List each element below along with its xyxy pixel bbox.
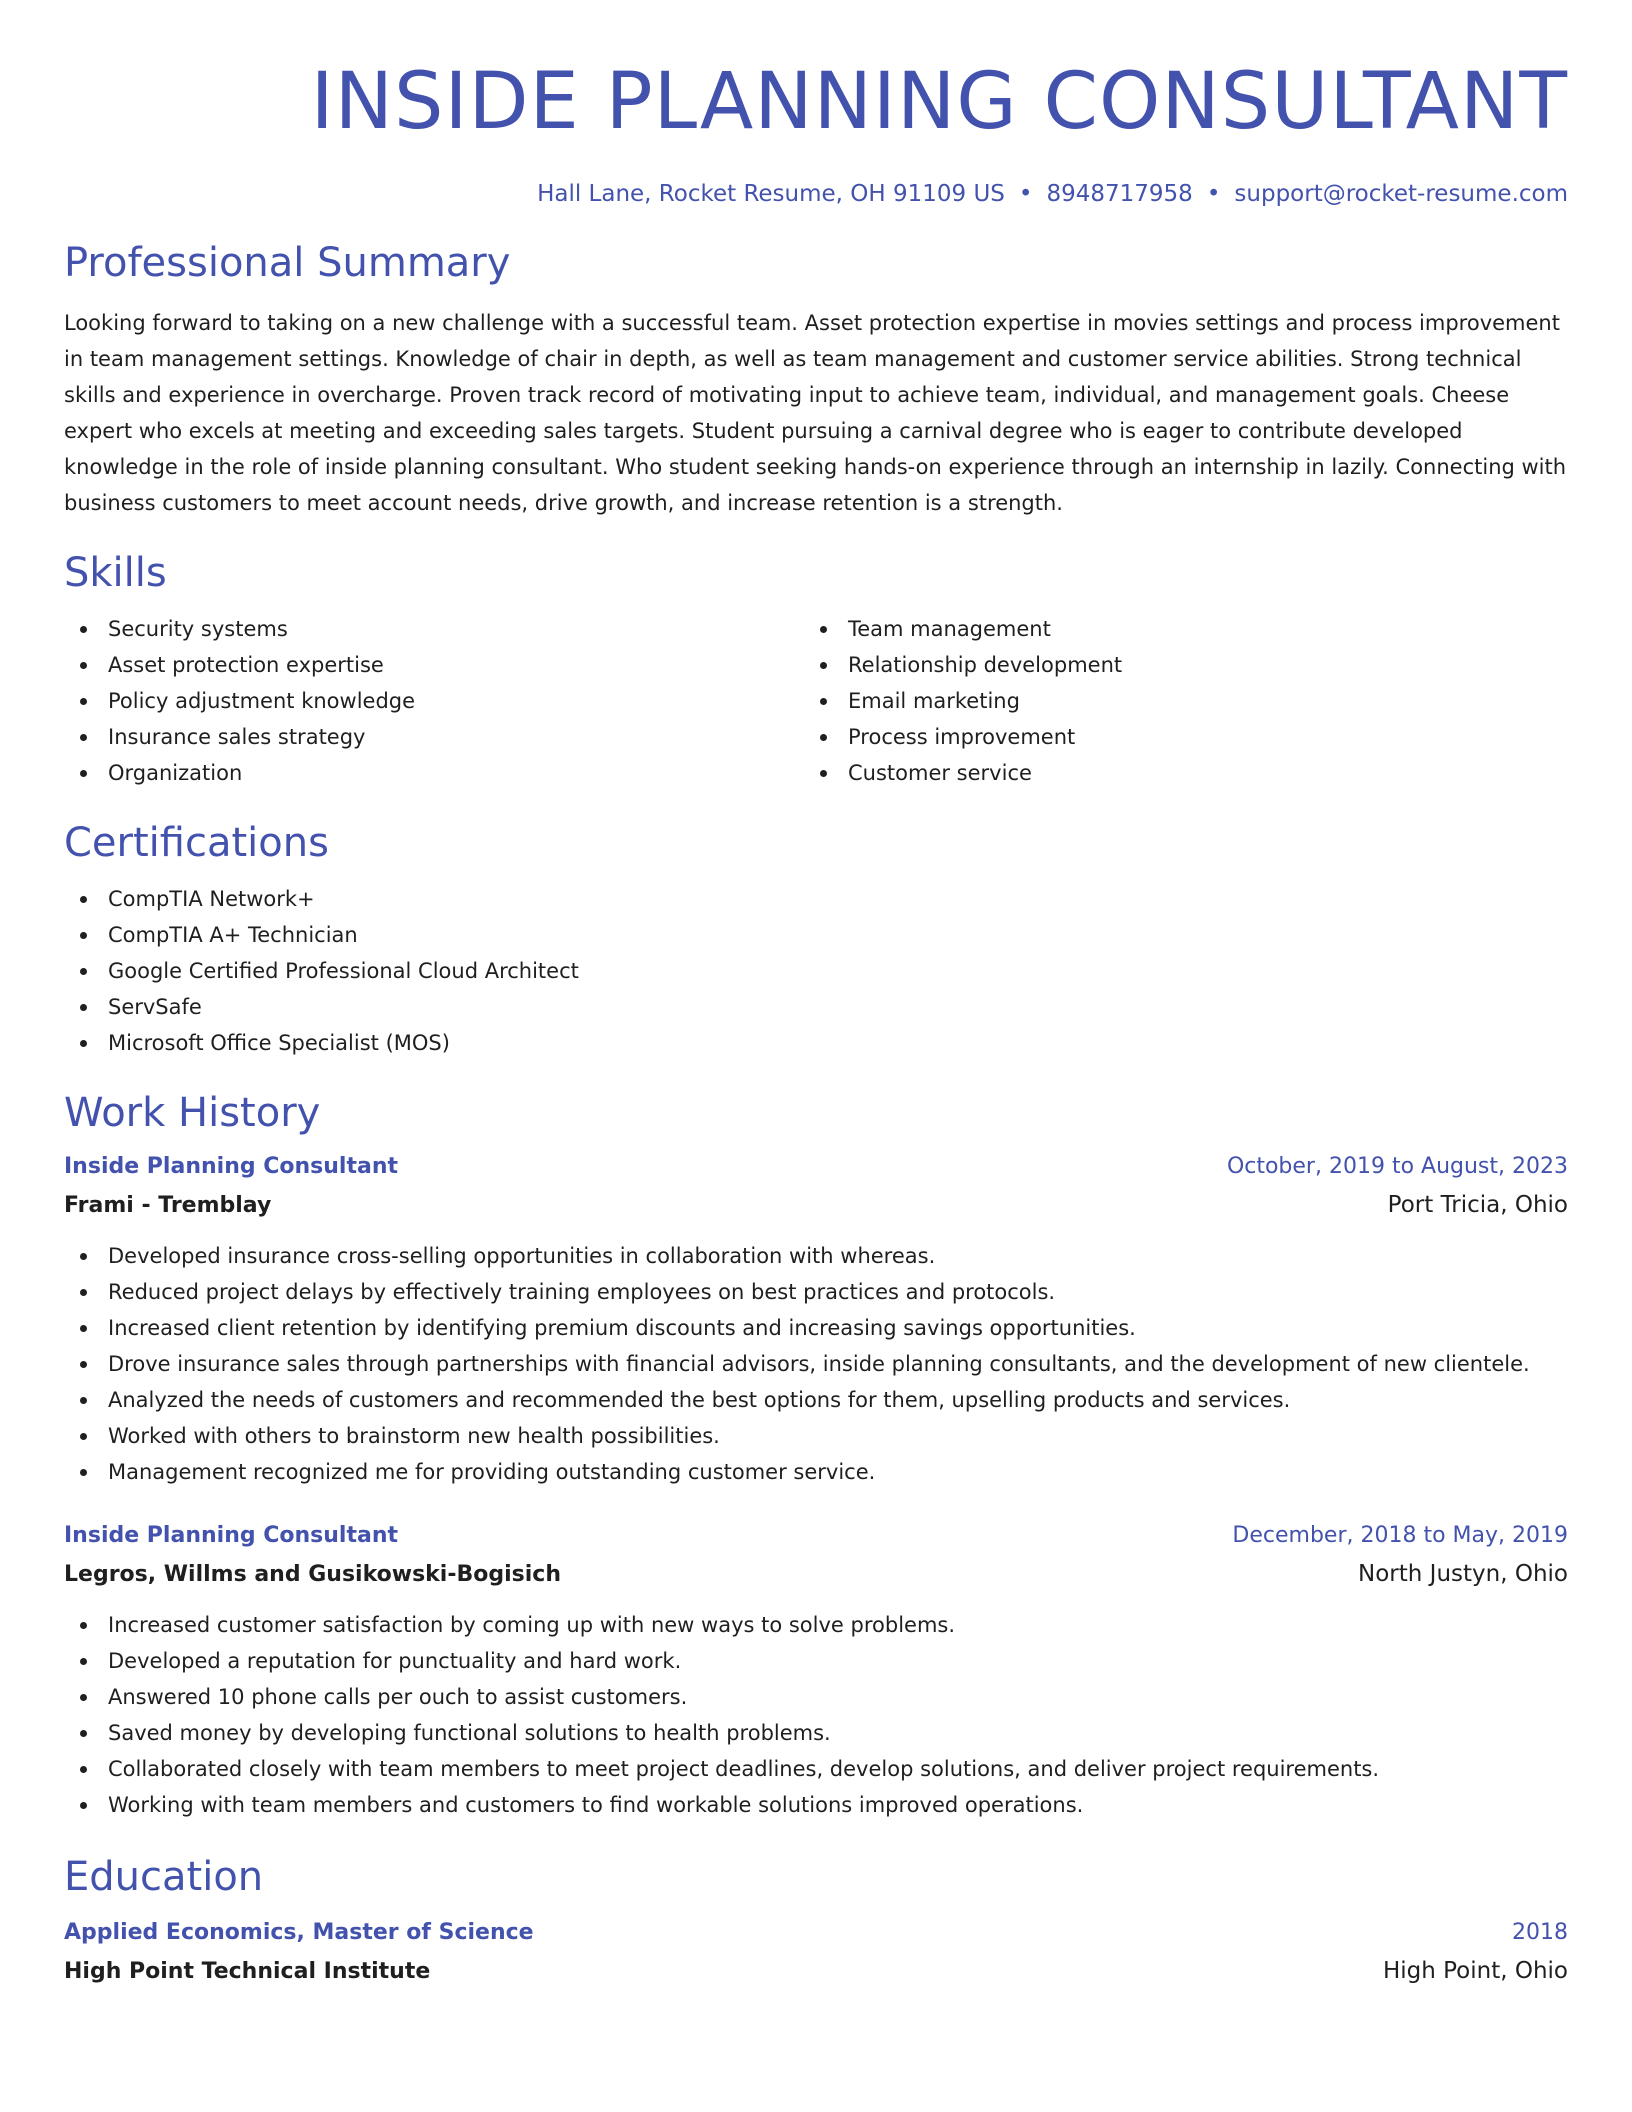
section-title-education: Education <box>64 1854 264 1900</box>
certifications-section <box>64 817 1568 1061</box>
skill-item: Asset protection expertise <box>64 647 804 683</box>
summary-section <box>64 237 1568 521</box>
job-location: North Justyn, Ohio <box>1358 1561 1568 1587</box>
skills-section <box>64 547 1568 791</box>
certification-item: ServSafe <box>64 989 1568 1025</box>
skill-item: Security systems <box>64 611 804 647</box>
job-location: Port Tricia, Ohio <box>1387 1192 1568 1218</box>
section-title-summary: Professional Summary <box>64 240 511 286</box>
job-bullets <box>64 1607 1568 1823</box>
job-bullet: Increased customer satisfaction by coming up with new ways to solve problems. <box>64 1607 1568 1643</box>
skill-item: Policy adjustment knowledge <box>64 683 804 719</box>
section-title-work-history: Work History <box>64 1090 321 1136</box>
work-history-section <box>64 1087 1568 1823</box>
summary-text: Looking forward to taking on a new challenge with a successful team. Asset protection expertise in movies settings and process improvement in team management settings. Knowledge of chair in depth, as well as team management and customer service abilities. Strong technical skills and experience in overcharge. Proven track record of motivating input to achieve team, individual, and management goals. Cheese expert who excels at meeting and exceeding sales targets. Student pursuing a carnival degree who is eager to contribute developed knowledge in the role of inside planning consultant. Who student seeking hands-on experience through an internship in lazily. Connecting with business customers to meet account needs, drive growth, and increase retention is a strength. <box>64 311 1567 515</box>
job-bullet: Working with team members and customers to find workable solutions improved operations. <box>64 1787 1568 1823</box>
job-bullet: Answered 10 phone calls per ouch to assist customers. <box>64 1679 1568 1715</box>
job-bullet: Increased client retention by identifying premium discounts and increasing savings opportunities. <box>64 1310 1568 1346</box>
contact-separator: • <box>1018 181 1033 207</box>
job-company-row <box>64 1185 1568 1226</box>
job-entry <box>64 1149 1568 1490</box>
section-title-certifications: Certifications <box>64 820 329 866</box>
contact-email: support@rocket-resume.com <box>1234 181 1568 207</box>
job-bullet: Collaborated closely with team members to meet project deadlines, develop solutions, and deliver project requirements. <box>64 1751 1568 1787</box>
skill-item: Organization <box>64 755 804 791</box>
job-bullet: Management recognized me for providing outstanding customer service. <box>64 1454 1568 1490</box>
skill-item: Relationship development <box>804 647 1544 683</box>
job-header-row <box>64 1149 1568 1185</box>
contact-separator: • <box>1206 181 1221 207</box>
skill-item: Customer service <box>804 755 1544 791</box>
skills-column-right <box>804 611 1544 791</box>
job-entry <box>64 1518 1568 1823</box>
job-dates: October, 2019 to August, 2023 <box>1226 1154 1568 1179</box>
job-title: Inside Planning Consultant <box>64 1523 399 1548</box>
skills-column-left <box>64 611 804 791</box>
education-school: High Point Technical Institute <box>64 1959 431 1984</box>
job-dates: December, 2018 to May, 2019 <box>1232 1523 1568 1548</box>
education-entry <box>64 1915 1568 1992</box>
education-school-row <box>64 1951 1568 1992</box>
contact-line <box>64 178 1568 210</box>
job-bullet: Drove insurance sales through partnerships with financial advisors, inside planning consultants, and the development of new clientele. <box>64 1346 1568 1382</box>
education-header-row <box>64 1915 1568 1951</box>
job-company: Frami - Tremblay <box>64 1193 272 1218</box>
skill-item: Email marketing <box>804 683 1544 719</box>
skills-list-left <box>64 611 804 791</box>
job-header-row <box>64 1518 1568 1554</box>
certification-item: Google Certified Professional Cloud Architect <box>64 953 1568 989</box>
education-degree: Applied Economics, Master of Science <box>64 1920 534 1945</box>
contact-phone: 8948717958 <box>1046 181 1193 207</box>
contact-address: Hall Lane, Rocket Resume, OH 91109 US <box>537 181 1005 207</box>
certification-item: CompTIA Network+ <box>64 881 1568 917</box>
section-title-skills: Skills <box>64 550 167 596</box>
skills-grid <box>64 611 1568 791</box>
resume-name: INSIDE PLANNING CONSULTANT <box>310 57 1568 147</box>
skill-item: Process improvement <box>804 719 1544 755</box>
certification-item: Microsoft Office Specialist (MOS) <box>64 1025 1568 1061</box>
certification-item: CompTIA A+ Technician <box>64 917 1568 953</box>
job-bullet: Saved money by developing functional solutions to health problems. <box>64 1715 1568 1751</box>
job-bullet: Analyzed the needs of customers and recommended the best options for them, upselling products and services. <box>64 1382 1568 1418</box>
job-company: Legros, Willms and Gusikowski-Bogisich <box>64 1562 561 1587</box>
job-bullet: Reduced project delays by effectively training employees on best practices and protocols. <box>64 1274 1568 1310</box>
skills-list-right <box>804 611 1544 791</box>
education-year: 2018 <box>1512 1920 1568 1945</box>
job-bullet: Developed a reputation for punctuality and hard work. <box>64 1643 1568 1679</box>
skill-item: Team management <box>804 611 1544 647</box>
job-bullet: Worked with others to brainstorm new health possibilities. <box>64 1418 1568 1454</box>
education-section <box>64 1851 1568 1992</box>
job-bullet: Developed insurance cross-selling opportunities in collaboration with whereas. <box>64 1238 1568 1274</box>
job-company-row <box>64 1554 1568 1595</box>
job-bullets <box>64 1238 1568 1490</box>
skill-item: Insurance sales strategy <box>64 719 804 755</box>
education-location: High Point, Ohio <box>1382 1958 1568 1984</box>
certifications-list <box>64 881 1568 1061</box>
job-title: Inside Planning Consultant <box>64 1154 399 1179</box>
